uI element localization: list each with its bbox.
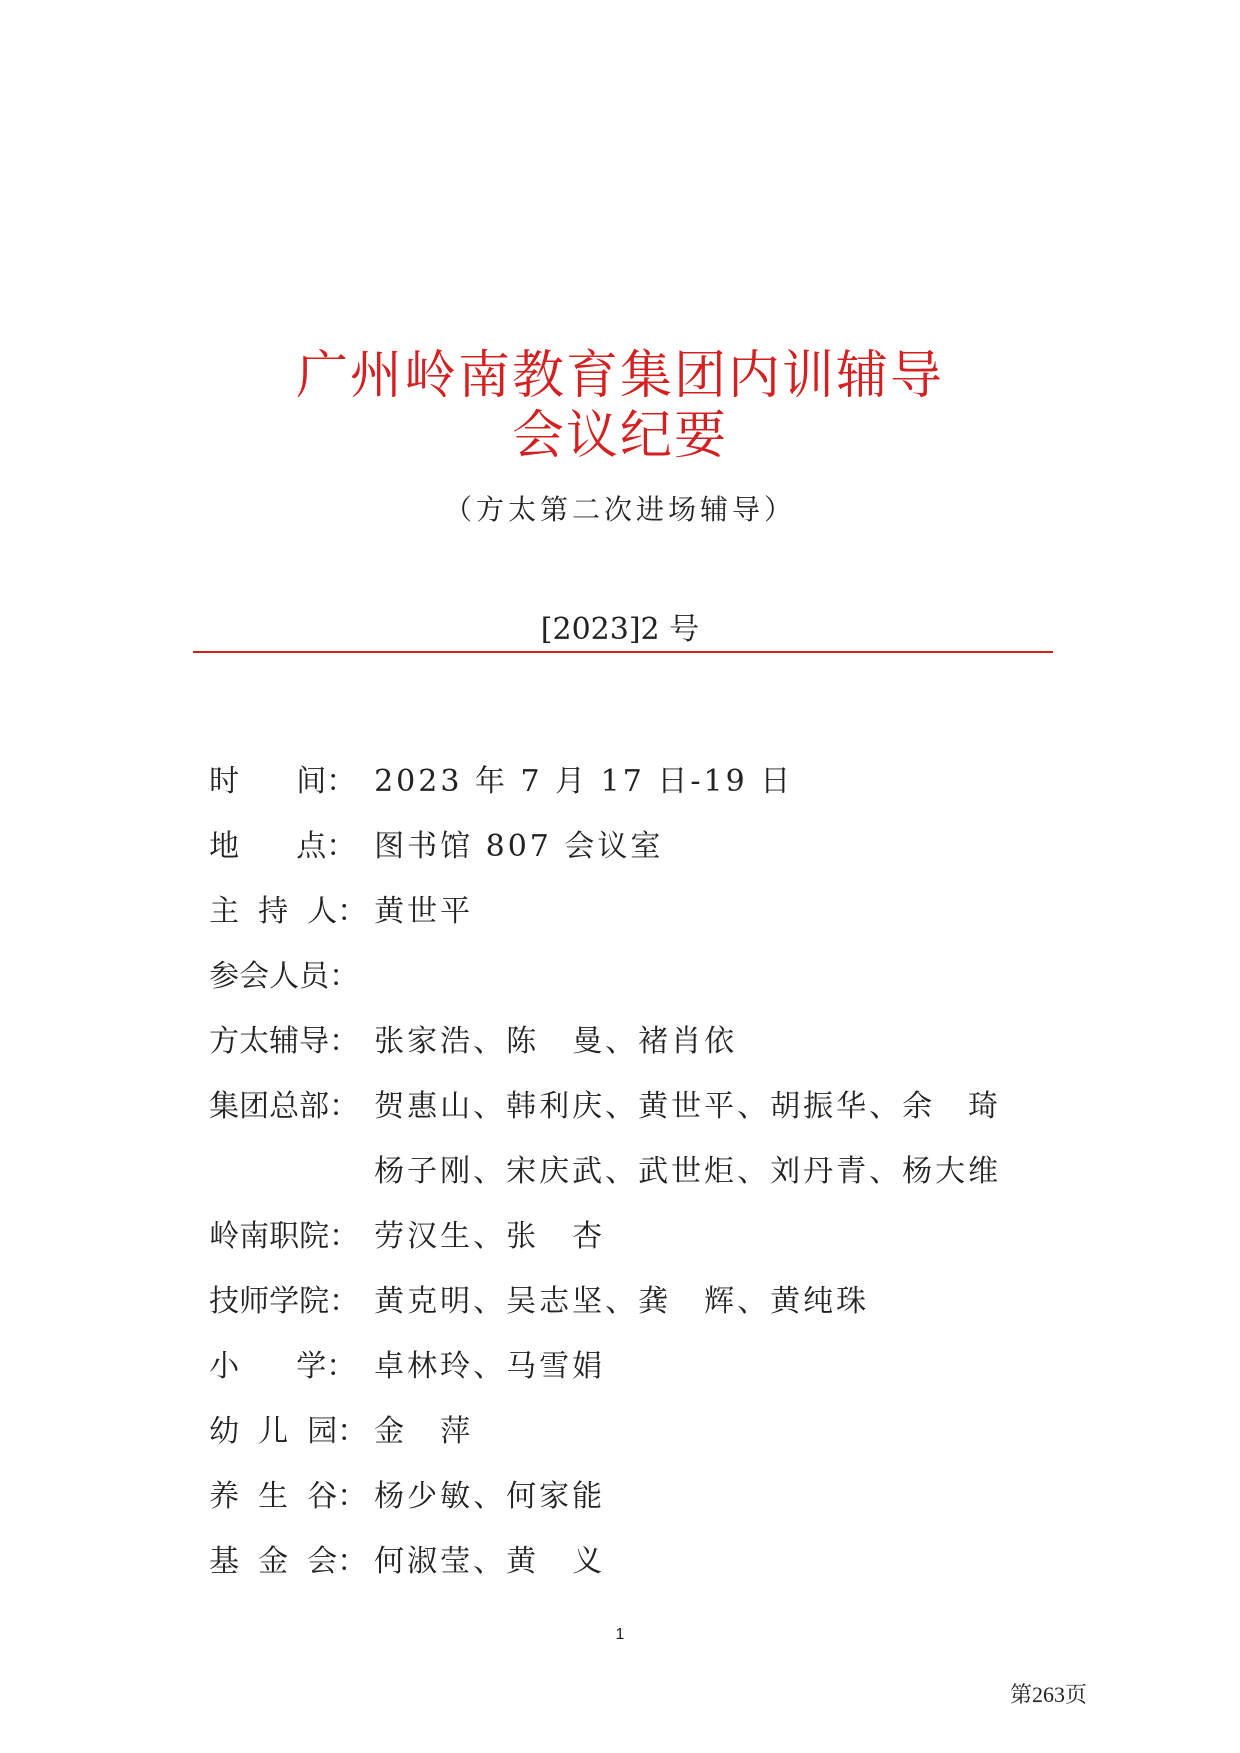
info-value: 黄克明、吴志坚、龚 辉、黄纯珠 — [374, 1284, 870, 1319]
info-label: 幼 儿 园： — [209, 1414, 368, 1449]
info-value: 张家浩、陈 曼、褚肖依 — [374, 1024, 738, 1059]
info-value: 贺惠山、韩利庆、黄世平、胡振华、余 琦 — [374, 1089, 1002, 1124]
info-label: 技师学院： — [209, 1284, 360, 1319]
page-number: 1 — [615, 1626, 625, 1643]
info-label: 小 学： — [209, 1349, 357, 1384]
info-label: 基 金 会： — [209, 1544, 368, 1579]
document-subtitle: （方太第二次进场辅导） — [443, 493, 796, 526]
info-row-group-hq-cont — [190, 1112, 1002, 1189]
info-label: 方太辅导： — [209, 1024, 360, 1059]
info-value: 杨子刚、宋庆武、武世炬、刘丹青、杨大维 — [374, 1154, 1002, 1189]
info-value: 何淑莹、黄 义 — [374, 1544, 606, 1579]
info-row-location — [190, 787, 664, 864]
info-label: 时 间： — [209, 764, 357, 799]
document-title-line1: 广州岭南教育集团内训辅导 — [295, 346, 944, 406]
info-row-primary-school — [190, 1307, 606, 1384]
info-value: 黄世平 — [374, 894, 474, 929]
red-divider-line — [193, 651, 1053, 653]
info-row-group-hq — [190, 1047, 1002, 1124]
info-label: 地 点： — [209, 829, 357, 864]
info-value: 卓林玲、马雪娟 — [374, 1349, 606, 1384]
info-row-time — [190, 722, 794, 799]
info-value: 杨少敏、何家能 — [374, 1479, 606, 1514]
info-label: 岭南职院： — [209, 1219, 360, 1254]
info-value: 金 萍 — [374, 1414, 474, 1449]
info-label: 主 持 人： — [209, 894, 368, 929]
info-value: 图书馆 807 会议室 — [374, 829, 664, 864]
info-value: 劳汉生、张 杏 — [374, 1219, 606, 1254]
info-row-lingnan-college — [190, 1177, 606, 1254]
info-row-technician-college — [190, 1242, 870, 1319]
info-label: 养 生 谷： — [209, 1479, 368, 1514]
document-number: [2023]2 号 — [540, 612, 700, 647]
info-row-fotile — [190, 982, 738, 1059]
info-row-wellness-valley — [190, 1437, 606, 1514]
info-row-kindergarten — [190, 1372, 474, 1449]
total-page-label: 第263页 — [1009, 1682, 1087, 1707]
info-value: 2023 年 7 月 17 日-19 日 — [374, 764, 794, 799]
document-title-line2: 会议纪要 — [511, 406, 728, 466]
info-label: 集团总部： — [209, 1089, 360, 1124]
info-row-host — [190, 852, 474, 929]
info-label: 参会人员： — [209, 959, 360, 994]
info-row-attendees-heading — [190, 917, 374, 994]
info-row-foundation — [190, 1502, 606, 1579]
